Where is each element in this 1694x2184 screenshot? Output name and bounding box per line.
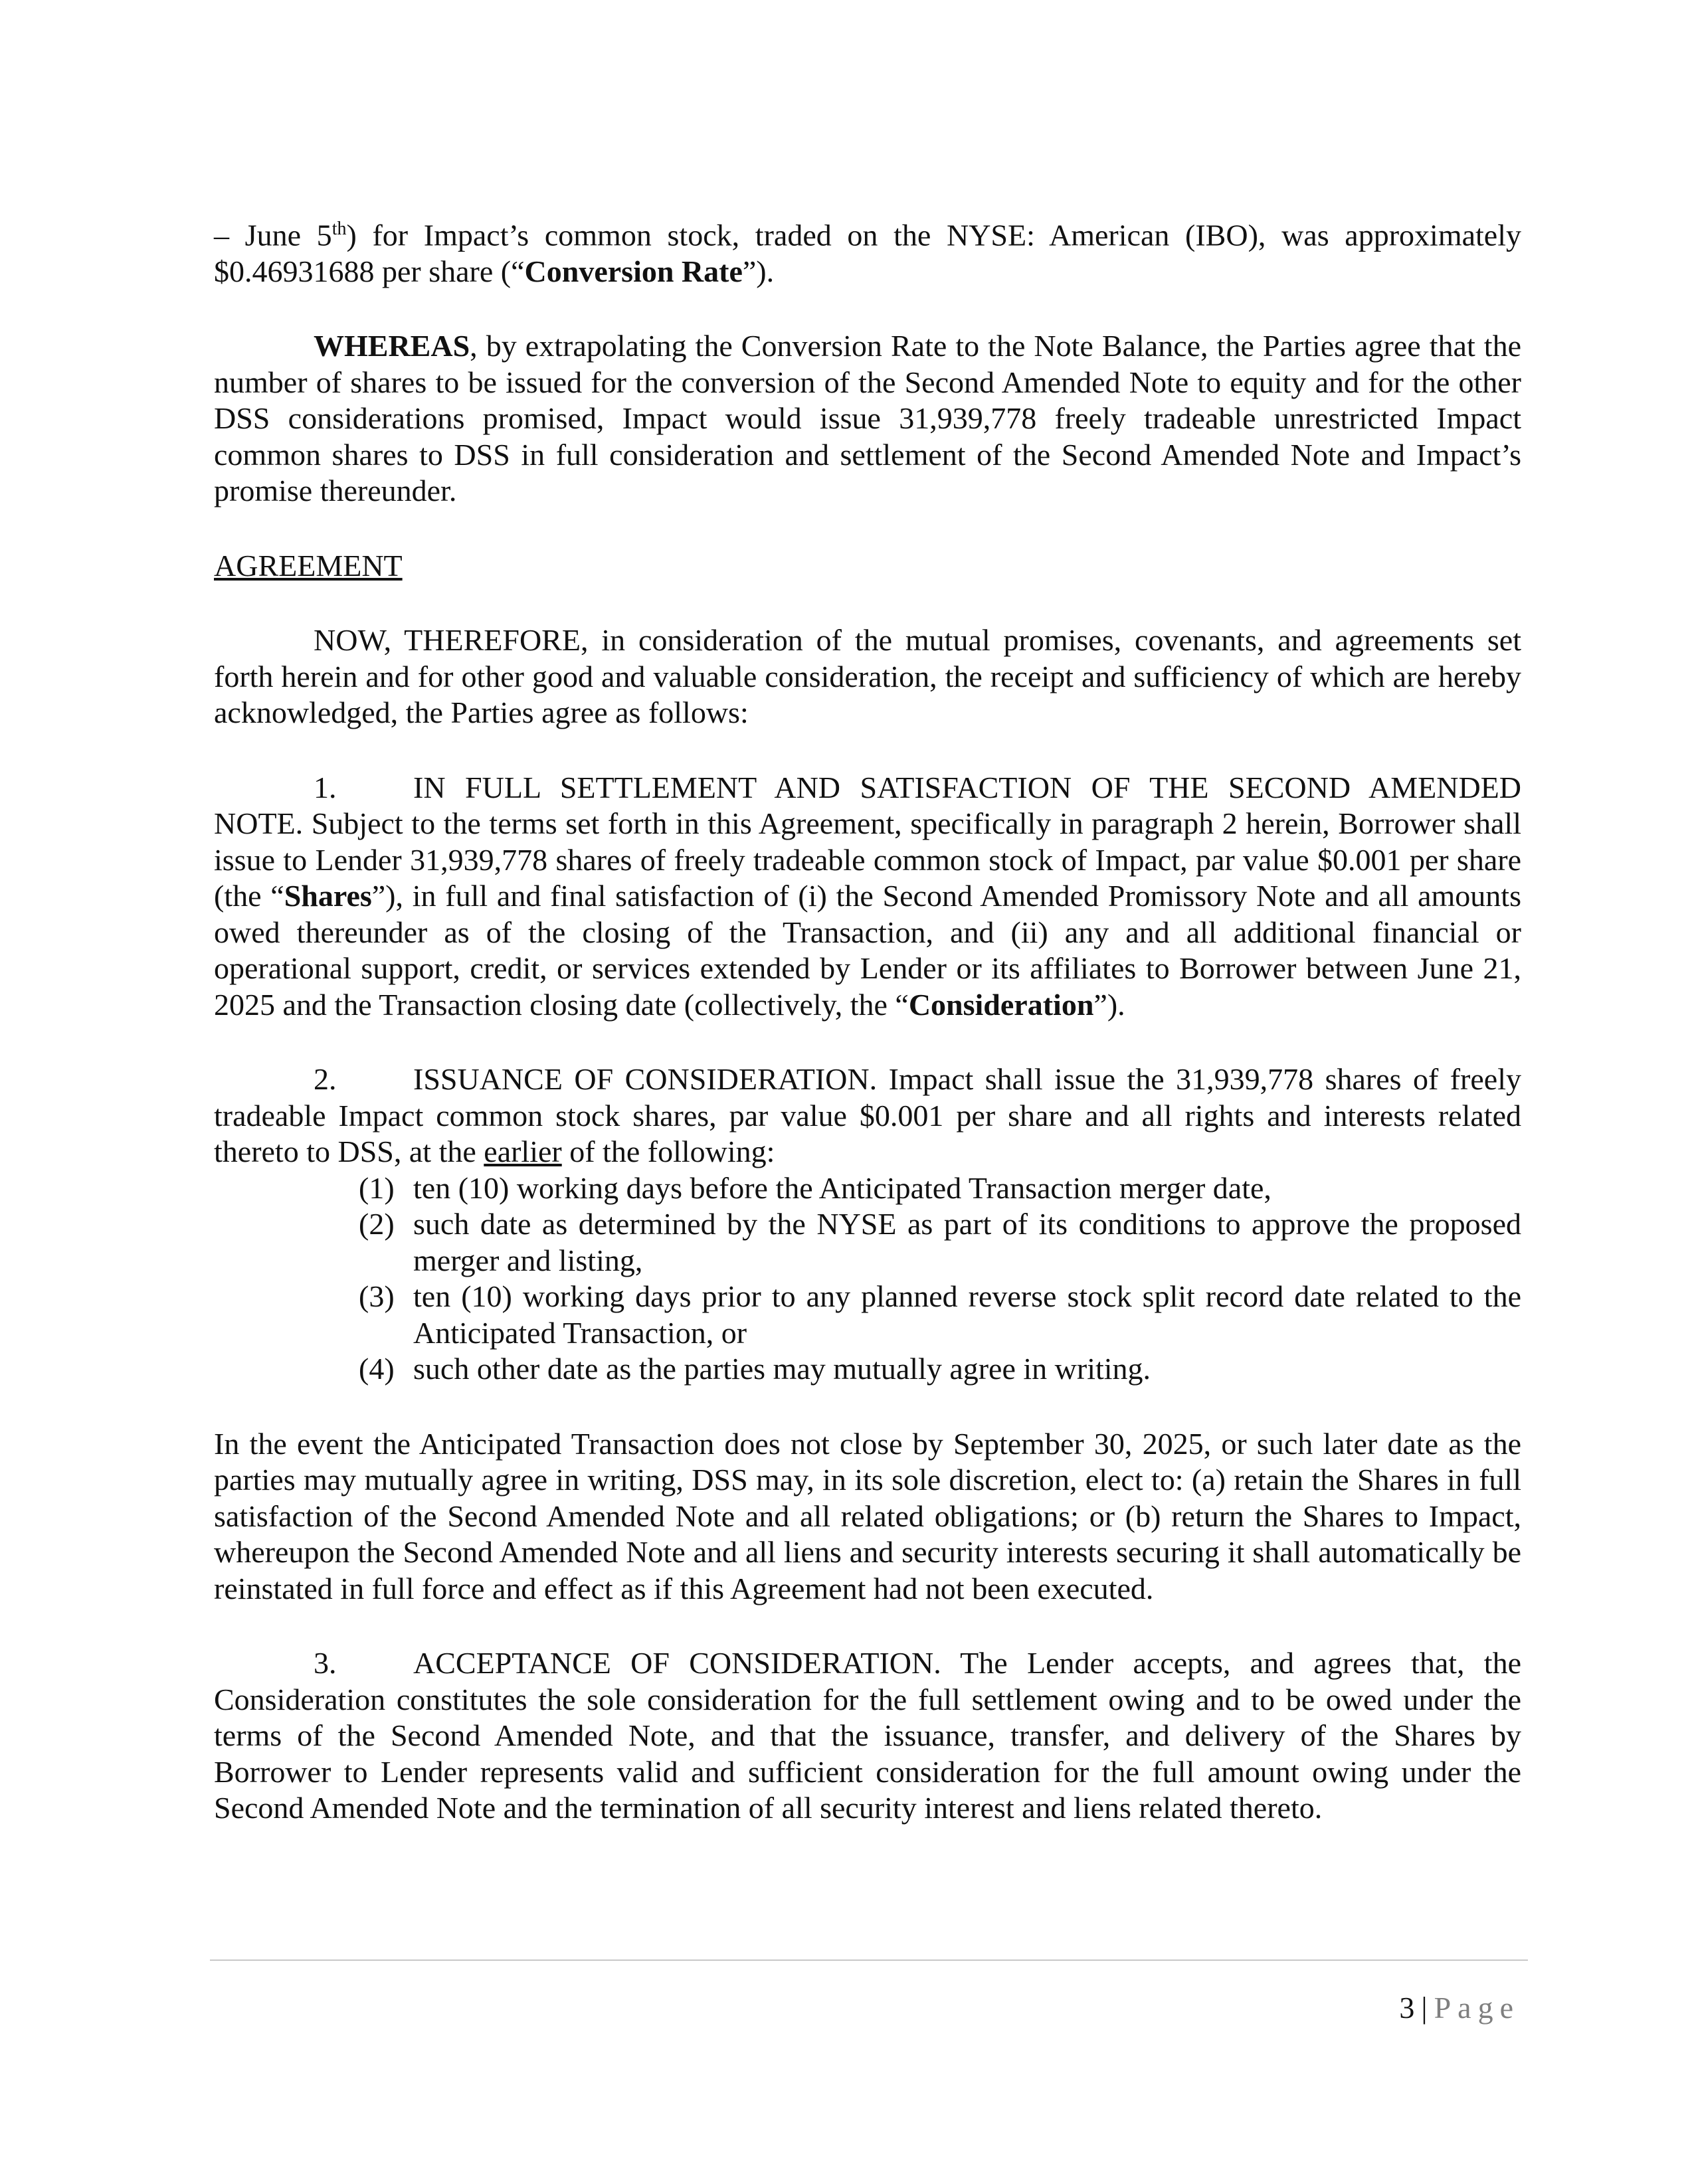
list-item [359, 1206, 1521, 1279]
list-item [359, 1351, 1521, 1388]
section-2-text-1: ISSUANCE OF CONSIDERATION. Impact shall issue the 31,939,778 shares of freely tradeable Impact common stock shares, par value $0.001 per share and all rights and interests related thereto to DSS, at the [214, 1062, 1521, 1169]
section-2-number: 2. [314, 1062, 337, 1097]
section-3-paragraph [214, 1645, 1521, 1827]
list-item-text: ten (10) working days prior to any planned reverse stock split record date related to the Anticipated Transaction, or [413, 1279, 1521, 1350]
intro-text-3: ”). [742, 254, 775, 288]
list-marker: (1) [359, 1170, 395, 1205]
whereas-term: WHEREAS [314, 329, 470, 363]
section-2-paragraph [214, 1061, 1521, 1170]
page-label: Page [1434, 1991, 1520, 2025]
list-marker: (4) [359, 1352, 395, 1386]
list-item [359, 1279, 1521, 1351]
section-1-paragraph [214, 770, 1521, 1024]
section-3-text: ACCEPTANCE OF CONSIDERATION. The Lender accepts, and agrees that, the Consideration constitutes the sole consideration for the full settlement owing and to be owed under the terms of the Second Amended Note, and that the issuance, transfer, and delivery of the Shares by Borrower to Lender represents valid and sufficient consideration for the full amount owing under the Second Amended Note and the termination of all security interest and liens related thereto. [214, 1646, 1521, 1825]
section-1-text-1: IN FULL SETTLEMENT AND SATISFACTION OF THE SECOND AMENDED NOTE. Subject to the terms set forth in this Agreement, specifically in paragraph 2 herein, Borrower shall issue to Lender 31,939,778 shares of freely tradeable common stock of Impact, par value $0.001 per share (the “ [214, 770, 1521, 913]
agreement-heading: AGREEMENT [214, 548, 403, 583]
conversion-rate-term: Conversion Rate [524, 254, 743, 288]
intro-text-1: – June 5 [214, 218, 332, 252]
earlier-underlined: earlier [484, 1135, 562, 1169]
document-page [214, 211, 1521, 1827]
consideration-term: Consideration [908, 987, 1094, 1022]
footer-separator: | [1421, 1991, 1429, 2025]
list-marker: (3) [359, 1279, 395, 1314]
event-paragraph: In the event the Anticipated Transaction does not close by September 30, 2025, or such later date as the parties may mutually agree in writing, DSS may, in its sole discretion, elect to: (a) retain the Shares in full satisfaction of the Second Amended Note and all related obligations; or (b) return the Shares to Impact, whereupon the Second Amended Note and all liens and security interests securing it shall automatically be reinstated in full force and effect as if this Agreement had not been executed. [214, 1426, 1521, 1605]
list-marker: (2) [359, 1207, 395, 1241]
section-1-text-3: ”). [1093, 987, 1125, 1022]
section-1-text-2: ”), in full and final satisfaction of (i) the Second Amended Promissory Note and all amounts owed thereunder as of the closing of the Transaction, and (ii) any and all additional financial or operational support, credit, or services extended by Lender or its affiliates to Borrower between June 21, 2025 and the Transaction closing date (collectively, the “ [214, 879, 1521, 1022]
list-item [359, 1170, 1521, 1207]
page-number: 3 [1399, 1991, 1416, 2025]
section-3-number: 3. [314, 1646, 337, 1681]
section-2-text-2: of the following: [561, 1135, 775, 1169]
page-footer [1399, 1990, 1520, 2025]
intro-text-2: ) for Impact’s common stock, traded on the NYSE: American (IBO), was approximately $0.46931688 per share (“ [214, 218, 1521, 288]
whereas-paragraph [214, 328, 1521, 509]
section-1-number: 1. [314, 770, 337, 804]
whereas-text: , by extrapolating the Conversion Rate to the Note Balance, the Parties agree that the number of shares to be issued for the conversion of the Second Amended Note to equity and for the other DSS considerations promised, Impact would issue 31,939,778 freely tradeable unrestricted Impact common shares to DSS in full consideration and settlement of the Second Amended Note and Impact’s promise thereunder. [214, 329, 1521, 508]
issuance-date-list [214, 1170, 1521, 1388]
list-item-text: ten (10) working days before the Anticipated Transaction merger date, [413, 1170, 1271, 1205]
now-therefore-paragraph: NOW, THEREFORE, in consideration of the mutual promises, covenants, and agreements set forth herein and for other good and valuable consideration, the receipt and sufficiency of which are hereby acknowledged, the Parties agree as follows: [214, 623, 1521, 730]
footer-divider [210, 1959, 1528, 1961]
shares-term: Shares [284, 879, 372, 913]
list-item-text: such other date as the parties may mutually agree in writing. [413, 1352, 1151, 1386]
intro-superscript: th [331, 219, 347, 239]
list-item-text: such date as determined by the NYSE as part of its conditions to approve the proposed merger and listing, [413, 1207, 1521, 1277]
intro-paragraph [214, 211, 1521, 290]
